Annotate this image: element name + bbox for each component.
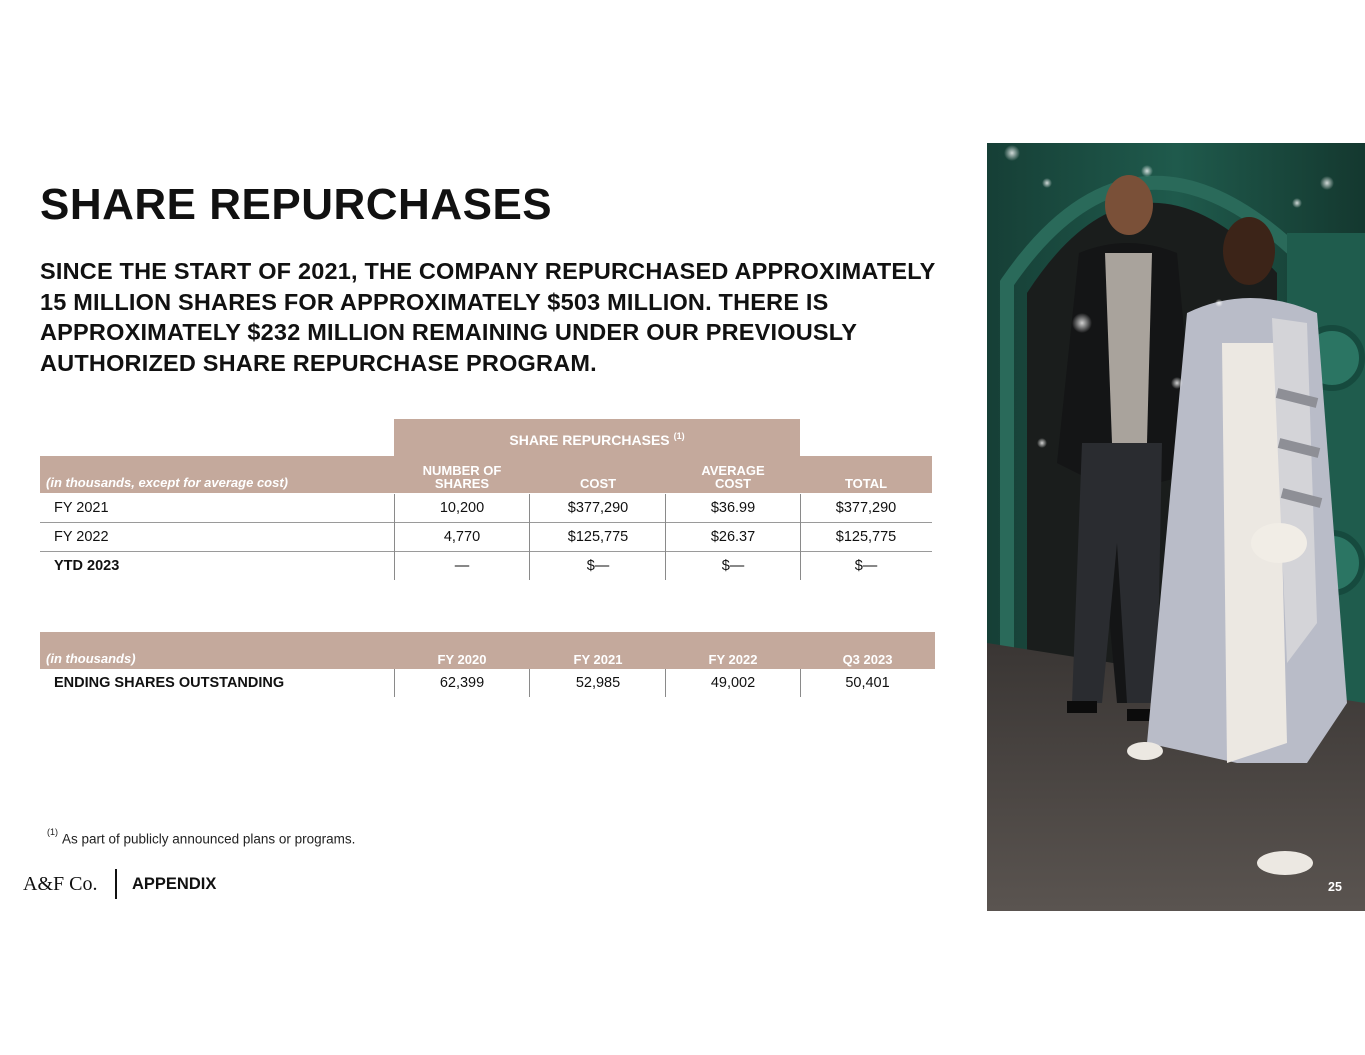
column-header-number-of-shares: NUMBER OF SHARES: [422, 463, 502, 491]
table-cell: $—: [586, 558, 610, 574]
repurchase-group-header: [394, 419, 800, 456]
company-logo: A&F Co.: [23, 873, 98, 895]
row-divider: [40, 551, 932, 552]
row-label: FY 2022: [54, 529, 109, 545]
group-footnote-ref: (1): [673, 430, 685, 441]
column-divider: [800, 669, 801, 697]
table-row: [40, 494, 932, 523]
shares-header-row: [40, 632, 935, 669]
table-cell: 10,200: [439, 500, 485, 516]
table-cell: $—: [721, 558, 745, 574]
table-cell: $125,775: [835, 529, 897, 545]
column-divider: [529, 494, 530, 580]
column-header-total: TOTAL: [844, 476, 888, 491]
column-divider: [665, 669, 666, 697]
row-label: YTD 2023: [54, 558, 120, 574]
section-label: APPENDIX: [132, 875, 217, 893]
column-divider: [665, 494, 666, 580]
shares-row-label-header: (in thousands): [46, 651, 136, 666]
column-header-cost: COST: [579, 476, 617, 491]
table-row: [40, 523, 932, 552]
table-cell: 62,399: [439, 675, 485, 691]
table-cell: 50,401: [845, 675, 890, 691]
table-cell: $26.37: [710, 529, 756, 545]
table-cell: $—: [854, 558, 878, 574]
table-cell: $36.99: [710, 500, 756, 516]
table-cell: 4,770: [443, 529, 481, 545]
column-header-fy2020: FY 2020: [437, 652, 487, 667]
column-divider: [529, 669, 530, 697]
repurchase-header-row: [40, 456, 932, 493]
footnote: [47, 827, 356, 847]
row-label: ENDING SHARES OUTSTANDING: [54, 675, 285, 691]
row-divider: [40, 522, 932, 523]
column-divider: [800, 494, 801, 580]
footer-divider: [115, 869, 117, 899]
table-cell: —: [454, 558, 470, 574]
column-divider: [394, 669, 395, 697]
table-cell: $377,290: [567, 500, 629, 516]
column-divider: [394, 494, 395, 580]
column-header-q3-2023: Q3 2023: [842, 652, 893, 667]
campaign-photo: [987, 143, 1365, 911]
table-row: [40, 552, 932, 581]
column-header-fy2021: FY 2021: [573, 652, 623, 667]
repurchase-row-label-header: (in thousands, except for average cost): [46, 475, 289, 490]
row-label: FY 2021: [54, 500, 109, 516]
table-cell: $125,775: [567, 529, 629, 545]
table-cell: 49,002: [710, 675, 756, 691]
photo-illustration: [987, 143, 1365, 911]
footnote-ref: (1): [47, 827, 58, 837]
footnote-text: As part of publicly announced plans or programs.: [62, 831, 356, 847]
column-header-fy2022: FY 2022: [708, 652, 758, 667]
table-cell: 52,985: [575, 675, 621, 691]
page-number: 25: [1328, 880, 1342, 894]
table-cell: $377,290: [835, 500, 897, 516]
page-title: SHARE REPURCHASES: [40, 180, 553, 229]
column-header-average-cost: AVERAGE COST: [701, 463, 765, 491]
group-header-label: SHARE REPURCHASES: [509, 431, 670, 448]
page-subtitle: SINCE THE START OF 2021, THE COMPANY REPURCHASED APPROXIMATELY 15 MILLION SHARES FOR APPROXIMATELY $503 MILLION. THERE IS APPROXIMATELY $232 MILLION REMAINING UNDER OUR PREVIOUSLY AUTHORIZED SHARE REPURCHASE PROGRAM.: [40, 258, 936, 376]
